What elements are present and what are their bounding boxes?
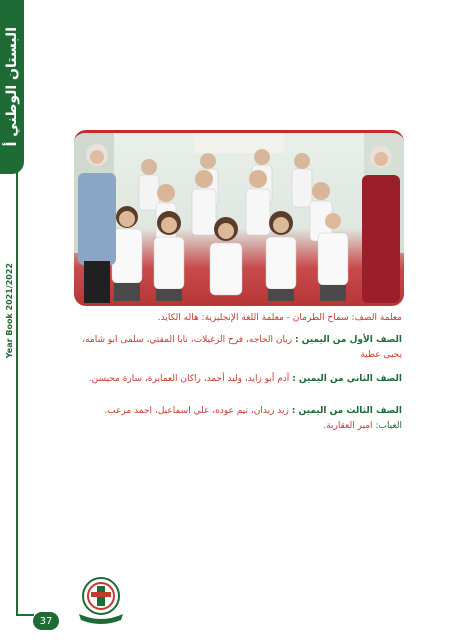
- row-label: الصف الأول من اليمين :: [295, 335, 402, 345]
- sidebar-title: [0, 0, 24, 174]
- yearbook-label-text: Year Book 2021/2022: [5, 260, 14, 361]
- school-crest-logo: [75, 574, 127, 626]
- row-caption-3: [62, 404, 402, 419]
- row-names: آدم أبو زايد، وليد أحمد، راكان العمايرة، سارة محيسن.: [88, 374, 290, 384]
- class-photo: [74, 130, 404, 306]
- row-label: الصف الثاني من اليمين :: [292, 374, 402, 384]
- absent-caption: [62, 419, 402, 434]
- row-names: ريان الحاجه، فرح الزغيلات، نايا المفتي، سلمى ابو شامه، يحيى عطية: [82, 335, 402, 360]
- sidebar-title-text: البستان الوطني أ: [4, 27, 20, 147]
- yearbook-label: [2, 263, 16, 359]
- teachers-caption: معلمة الصف: سماح الطرمان - معلمة اللغة الإنجليزية: هاله الكايد.: [157, 313, 402, 323]
- absent-names: امير العقاربة.: [323, 421, 373, 431]
- page-number: 37: [33, 612, 59, 630]
- sidebar-line: [16, 170, 18, 615]
- row-caption-2: [62, 372, 402, 387]
- row-caption-1: [62, 333, 402, 363]
- absent-label: الغياب:: [375, 421, 402, 431]
- class-photo-illustration: [74, 133, 404, 303]
- page-number-connector: [16, 614, 34, 616]
- row-names: زيد زيدان، تيم عوده، علي اسماعيل، احمد مرعب.: [104, 406, 289, 416]
- row-label: الصف الثالث من اليمين :: [291, 406, 402, 416]
